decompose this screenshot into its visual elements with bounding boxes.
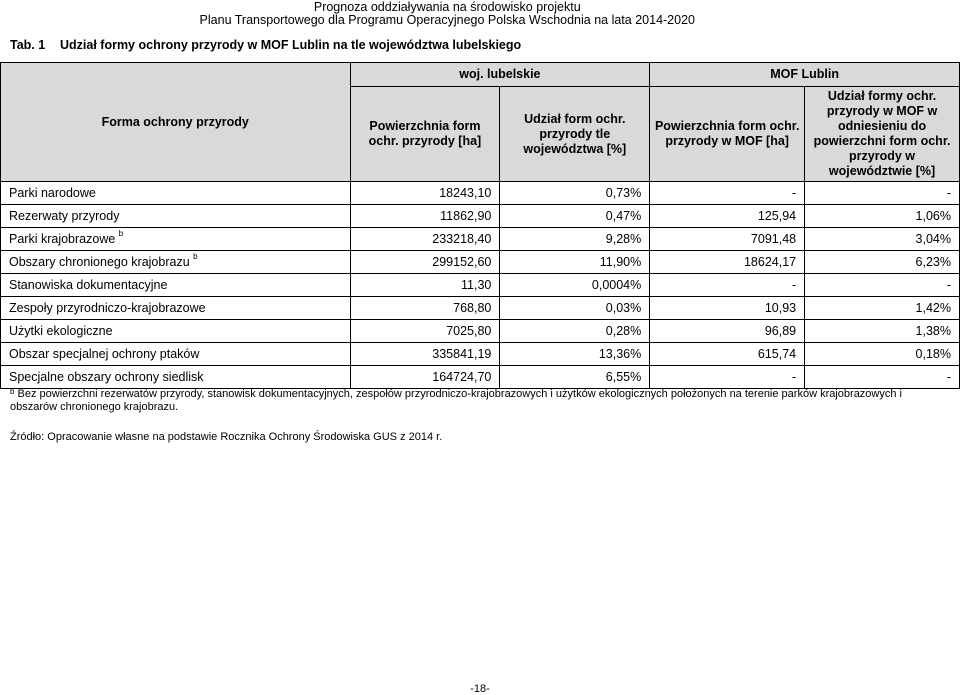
cell-col-3: 96,89 xyxy=(650,320,805,343)
table-number: Tab. 1 xyxy=(10,38,46,52)
group-header-voivodeship: woj. lubelskie xyxy=(350,63,650,87)
row-name-text: Użytki ekologiczne xyxy=(9,324,113,338)
document-header xyxy=(200,1,695,27)
cell-col-4: 1,38% xyxy=(805,320,960,343)
cell-col-2: 0,03% xyxy=(500,297,650,320)
cell-col-2: 6,55% xyxy=(500,366,650,389)
cell-col-1: 7025,80 xyxy=(350,320,500,343)
cell-col-4: 1,42% xyxy=(805,297,960,320)
row-name xyxy=(1,205,351,228)
row-name-text: Rezerwaty przyrody xyxy=(9,209,120,223)
row-name xyxy=(1,274,351,297)
cell-col-4: 1,06% xyxy=(805,205,960,228)
cell-col-1: 233218,40 xyxy=(350,228,500,251)
cell-col-2: 0,47% xyxy=(500,205,650,228)
group-header-mof: MOF Lublin xyxy=(650,63,960,87)
cell-col-3: 10,93 xyxy=(650,297,805,320)
table-row xyxy=(1,228,960,251)
row-name xyxy=(1,366,351,389)
column-header-area-voivodeship: Powierzchnia form ochr. przyrody [ha] xyxy=(350,87,500,182)
cell-col-3: - xyxy=(650,366,805,389)
row-name-text: Parki narodowe xyxy=(9,186,96,200)
row-name-text: Specjalne obszary ochrony siedlisk xyxy=(9,370,204,384)
column-header-share-voivodeship: Udział form ochr. przyrody tle województwa [%] xyxy=(500,87,650,182)
row-name xyxy=(1,228,351,251)
cell-col-1: 335841,19 xyxy=(350,343,500,366)
cell-col-2: 11,90% xyxy=(500,251,650,274)
row-name xyxy=(1,182,351,205)
row-name xyxy=(1,251,351,274)
footnote xyxy=(10,388,950,414)
cell-col-3: - xyxy=(650,182,805,205)
table-row xyxy=(1,297,960,320)
document-header-line2: Planu Transportowego dla Programu Operacyjnego Polska Wschodnia na lata 2014-2020 xyxy=(199,13,695,27)
cell-col-2: 0,73% xyxy=(500,182,650,205)
row-name-text: Parki krajobrazowe xyxy=(9,232,116,246)
page-number: -18- xyxy=(470,683,490,695)
footnote-text: Bez powierzchni rezerwatów przyrody, stanowisk dokumentacyjnych, zespołów przyrodniczo-krajobrazowych i użytków ekologicznych położonych na terenie parków krajobrazowych i obszarów chronionego krajobrazu. xyxy=(10,388,902,413)
row-name xyxy=(1,343,351,366)
document-header-line1: Prognoza oddziaływania na środowisko projektu xyxy=(313,0,581,14)
cell-col-2: 0,28% xyxy=(500,320,650,343)
cell-col-1: 768,80 xyxy=(350,297,500,320)
cell-col-2: 13,36% xyxy=(500,343,650,366)
source-note: Źródło: Opracowanie własne na podstawie Rocznika Ochrony Środowiska GUS z 2014 r. xyxy=(10,431,443,443)
row-name-text: Stanowiska dokumentacyjne xyxy=(9,278,168,292)
cell-col-3: 615,74 xyxy=(650,343,805,366)
table-row xyxy=(1,182,960,205)
cell-col-3: 125,94 xyxy=(650,205,805,228)
table-body xyxy=(1,182,960,389)
row-name-text: Zespoły przyrodniczo-krajobrazowe xyxy=(9,301,206,315)
column-header-area-mof: Powierzchnia form ochr. przyrody w MOF [ha] xyxy=(650,87,805,182)
table-row xyxy=(1,205,960,228)
column-header-form: Forma ochrony przyrody xyxy=(1,63,351,182)
row-name xyxy=(1,297,351,320)
footnote-marker: b xyxy=(10,387,15,396)
table-row xyxy=(1,320,960,343)
cell-col-3: 7091,48 xyxy=(650,228,805,251)
cell-col-1: 11,30 xyxy=(350,274,500,297)
cell-col-4: - xyxy=(805,182,960,205)
cell-col-3: 18624,17 xyxy=(650,251,805,274)
cell-col-2: 9,28% xyxy=(500,228,650,251)
row-name xyxy=(1,320,351,343)
cell-col-4: - xyxy=(805,274,960,297)
cell-col-1: 11862,90 xyxy=(350,205,500,228)
row-name-text: Obszary chronionego krajobrazu xyxy=(9,255,190,269)
cell-col-4: 0,18% xyxy=(805,343,960,366)
table-row xyxy=(1,274,960,297)
table-row xyxy=(1,366,960,389)
protection-forms-table xyxy=(0,62,960,389)
cell-col-4: - xyxy=(805,366,960,389)
table-title: Udział formy ochrony przyrody w MOF Lublin na tle województwa lubelskiego xyxy=(60,38,522,52)
table-row xyxy=(1,343,960,366)
cell-col-4: 3,04% xyxy=(805,228,960,251)
table-row xyxy=(1,251,960,274)
cell-col-1: 164724,70 xyxy=(350,366,500,389)
cell-col-1: 18243,10 xyxy=(350,182,500,205)
row-footnote-marker: b xyxy=(193,252,198,261)
column-header-share-mof: Udział formy ochr. przyrody w MOF w odniesieniu do powierzchni form ochr. przyrody w województwie [%] xyxy=(805,87,960,182)
cell-col-1: 299152,60 xyxy=(350,251,500,274)
table-caption xyxy=(10,38,521,52)
cell-col-3: - xyxy=(650,274,805,297)
row-name-text: Obszar specjalnej ochrony ptaków xyxy=(9,347,200,361)
cell-col-4: 6,23% xyxy=(805,251,960,274)
row-footnote-marker: b xyxy=(118,229,124,238)
cell-col-2: 0,0004% xyxy=(500,274,650,297)
